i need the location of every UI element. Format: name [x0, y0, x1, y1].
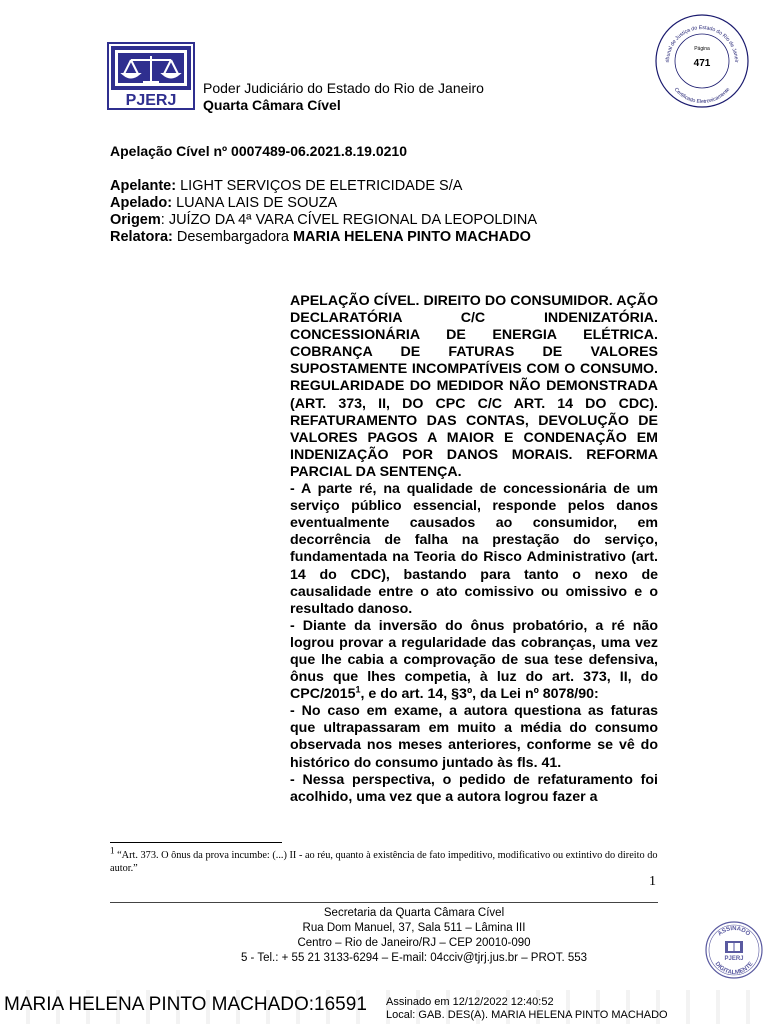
- party-value: : JUÍZO DA 4ª VARA CÍVEL REGIONAL DA LEOPOLDINA: [160, 212, 538, 228]
- party-value: LIGHT SERVIÇOS DE ELETRICIDADE S/A: [180, 178, 463, 194]
- party-origin: [110, 212, 537, 229]
- stamp-text-top: ASSINADO: [717, 925, 751, 938]
- logo-text: PJERJ: [125, 92, 177, 109]
- signer-name: MARIA HELENA PINTO MACHADO:16591: [4, 994, 367, 1015]
- address-line-3: Centro – Rio de Janeiro/RJ – CEP 20010-090: [297, 937, 531, 949]
- party-value: Desembargadora: [176, 229, 293, 245]
- stamp-text-bottom: DIGITALMENTE: [713, 961, 755, 977]
- address-line-2: Rua Dom Manuel, 37, Sala 511 – Lâmina III: [302, 922, 526, 934]
- address-line-4: 5 - Tel.: + 55 21 3133-6294 – E-mail: 04cciv@tjrj.jus.br – PROT. 553: [240, 952, 588, 964]
- ementa-summary: APELAÇÃO CÍVEL. DIREITO DO CONSUMIDOR. AÇÃO DECLARATÓRIA C/C INDENIZATÓRIA. CONCESSIONÁRIA DE ENERGIA ELÉTRICA. COBRANÇA DE FATURAS DE VALORES SUPOSTAMENTE INCOMPATÍVEIS COM O CONSUMO. REGULARIDADE DO MEDIDOR NÃO DEMONSTRADA (ART. 373, II, DO CPC C/C ART. 14 DO CDC). REFATURAMENTO DAS CONTAS, DEVOLUÇÃO DE VALORES PAGOS A MAIOR E CONDENAÇÃO EM INDENIZAÇÃO POR DANOS MORAIS. REFORMA PARCIAL DA SENTENÇA.: [290, 293, 658, 480]
- paragraph-2-text-b: , e do art. 14, §3º, da Lei nº 8078/90:: [360, 686, 599, 703]
- stamp-logo-text: PJERJ: [724, 956, 744, 962]
- page-seal: [653, 12, 751, 110]
- seal-text-top: ribunal de Justiça do Estado do Rio de Janeir: [664, 24, 740, 63]
- org-line-1: Poder Judiciário do Estado do Rio de Janeiro: [203, 80, 484, 96]
- paragraph-2-text-a: - Diante da inversão do ônus probatório, a ré não logrou provar a regularidade das cobranças, uma vez que lhe cabia a comprovação de sua tese defensiva, ônus que lhes competia, à luz do art. 373, II, do CPC/2015: [290, 617, 658, 703]
- party-rapporteur: [110, 229, 537, 246]
- footnote: [110, 845, 660, 875]
- footnote-text: “Art. 373. O ônus da prova incumbe: (...) II - ao réu, quanto à existência de fato impeditivo, modificativo ou extintivo do direito do autor.”: [110, 850, 658, 874]
- address-line-1: Secretaria da Quarta Câmara Cível: [323, 907, 505, 919]
- digital-signature-stamp: [704, 920, 764, 980]
- seal-label: Página: [694, 46, 710, 52]
- footnote-divider: [110, 842, 282, 843]
- footnote-marker: 1: [110, 845, 115, 856]
- party-appellee: [110, 195, 537, 212]
- appeal-number: Apelação Cível nº 0007489-06.2021.8.19.0210: [110, 143, 407, 159]
- org-line-2: Quarta Câmara Cível: [203, 97, 341, 113]
- party-label: Apelante:: [110, 178, 177, 194]
- ementa-paragraph-1: - A parte ré, na qualidade de concessionária de um serviço público essencial, responde pelos danos eventualmente causados ao consumidor, em decorrência de falha na prestação do serviço, fundamentada na Teoria do Risco Administrativo (art. 14 do CDC), bastando para tanto o nexo de causalidade entre o ato comissivo ou omissivo e o resultado danoso.: [290, 481, 658, 617]
- party-label: Relatora:: [110, 229, 173, 245]
- ementa-paragraph-2: [290, 618, 658, 703]
- ementa-paragraph-4: - Nessa perspectiva, o pedido de refaturamento foi acolhido, uma vez que a autora logrou fazer a: [290, 771, 658, 805]
- parties-block: [110, 178, 537, 246]
- seal-text-bottom: Certificado Eletronicamente: [672, 86, 732, 106]
- signature-date: Assinado em 12/12/2022 12:40:52: [386, 996, 554, 1008]
- party-appellant: [110, 178, 537, 195]
- seal-page-number: 471: [693, 58, 711, 69]
- signature-info: [386, 996, 668, 1021]
- party-label: Apelado:: [110, 195, 173, 211]
- ementa: [290, 293, 658, 806]
- organization: [203, 80, 484, 114]
- ementa-paragraph-3: - No caso em exame, a autora questiona as faturas que ultrapassaram em muito a média do consumo observada nos meses anteriores, conforme se vê do histórico do consumo juntado às fls. 41.: [290, 703, 658, 771]
- footer-address: [110, 906, 718, 966]
- pjerj-logo: [107, 42, 195, 110]
- page-number: 1: [649, 874, 656, 889]
- party-label: Origem: [110, 212, 161, 228]
- footer-divider: [110, 902, 658, 903]
- rapporteur-name: MARIA HELENA PINTO MACHADO: [292, 229, 531, 245]
- signature-location: Local: GAB. DES(A). MARIA HELENA PINTO MACHADO: [386, 1008, 668, 1021]
- party-value: LUANA LAIS DE SOUZA: [176, 195, 338, 211]
- footnote-reference[interactable]: 1: [355, 684, 361, 695]
